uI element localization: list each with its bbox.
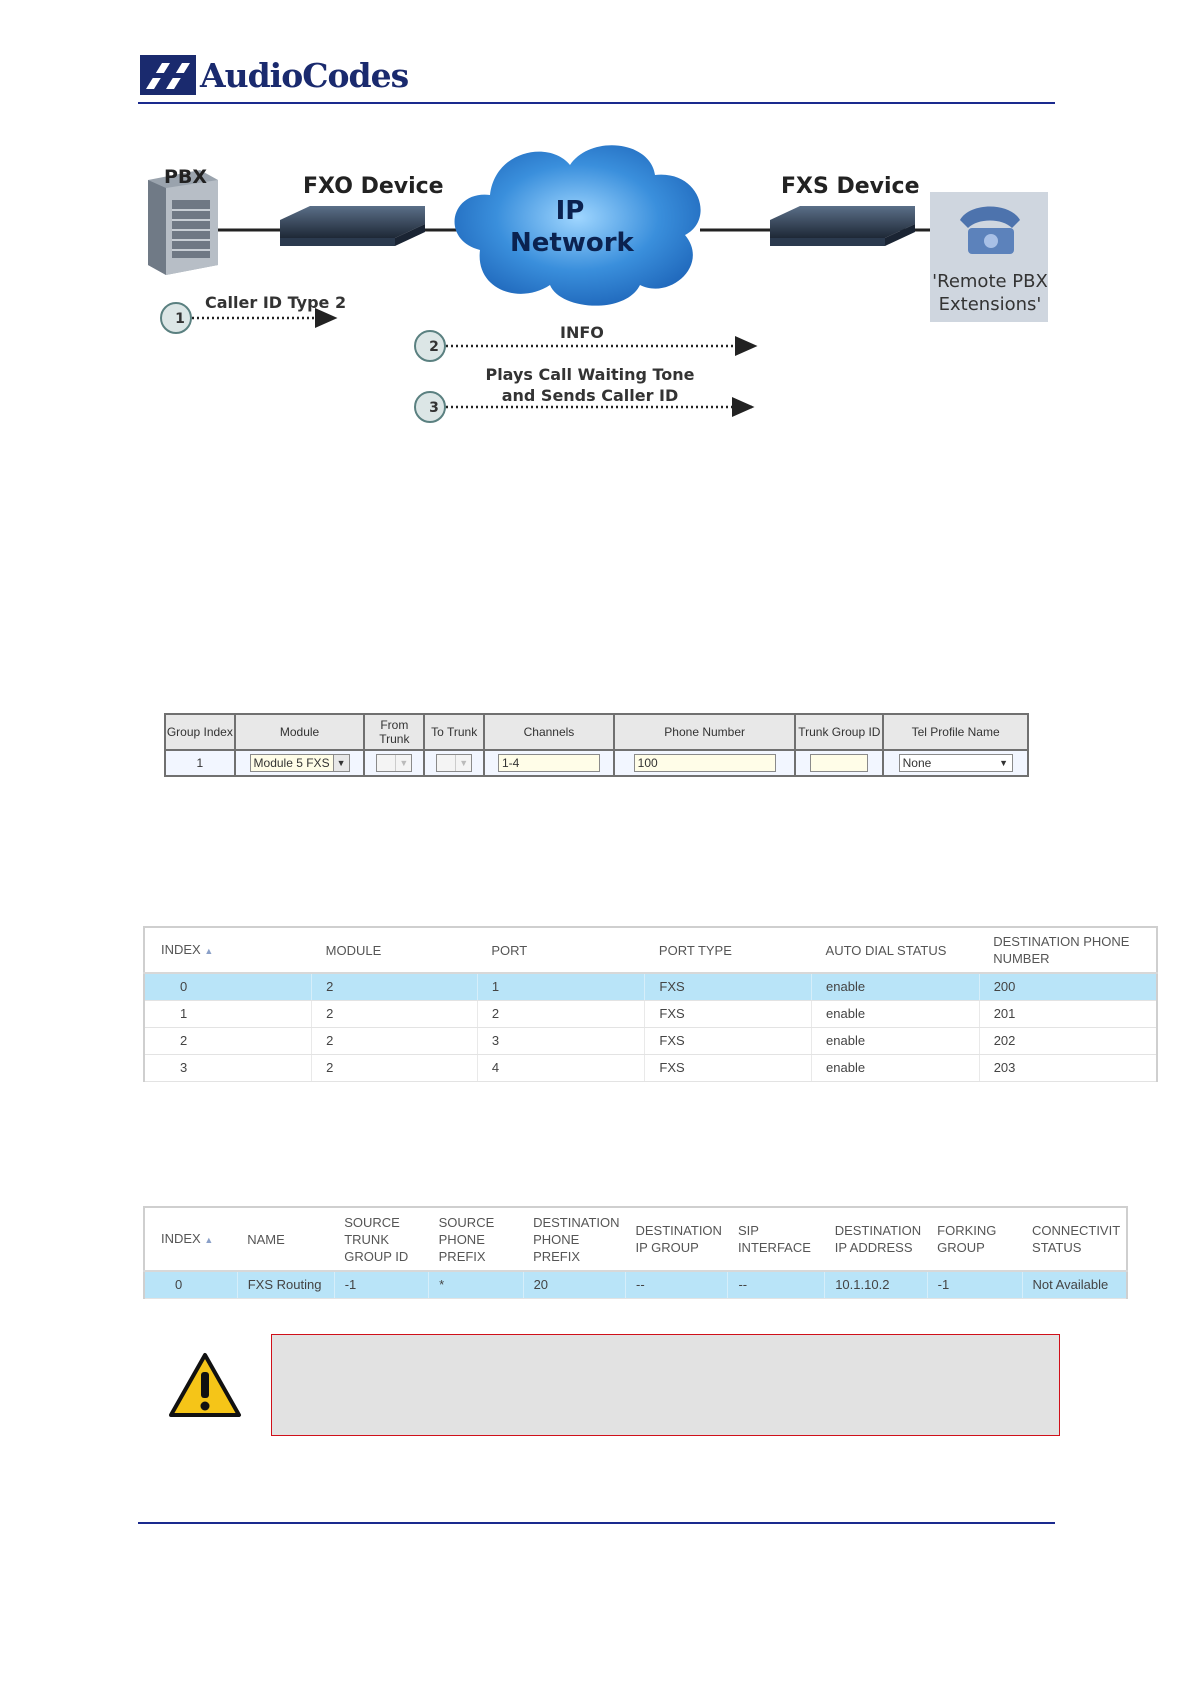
col-destination-ip-address[interactable]: DESTINATION IP ADDRESS (825, 1207, 927, 1271)
fxo-device-icon (280, 206, 425, 246)
cell-source-phone-prefix: * (429, 1271, 523, 1298)
header-rule (138, 102, 1055, 104)
cell-destination-ip-address: 10.1.10.2 (825, 1271, 927, 1298)
remote-label-line2: Extensions' (938, 294, 1042, 315)
cell-index: 0 (144, 973, 312, 1000)
col-destination-phone-prefix[interactable]: DESTINATION PHONE PREFIX (523, 1207, 625, 1271)
warning-note-box (271, 1334, 1060, 1436)
col-index-label: INDEX (161, 1230, 201, 1246)
col-phone-number: Phone Number (614, 714, 796, 750)
col-source-trunk-group-id[interactable]: SOURCE TRUNK GROUP ID (334, 1207, 428, 1271)
col-sip-interface[interactable]: SIP INTERFACE (728, 1207, 825, 1271)
col-index-label: INDEX (161, 941, 201, 957)
col-source-phone-prefix[interactable]: SOURCE PHONE PREFIX (429, 1207, 523, 1271)
col-trunk-group-id: Trunk Group ID (795, 714, 883, 750)
cell-auto-dial-status: enable (812, 973, 980, 1000)
footer-rule (138, 1522, 1055, 1524)
routing-header-row (144, 1207, 1127, 1271)
col-destination-phone-number[interactable]: DESTINATION PHONE NUMBER (979, 927, 1157, 973)
col-connectivity-status[interactable]: CONNECTIVIT STATUS (1022, 1207, 1127, 1271)
module-cell (235, 750, 365, 776)
cell-port: 3 (477, 1027, 645, 1054)
cell-port-type: FXS (645, 973, 812, 1000)
cell-destination-phone-prefix: 20 (523, 1271, 625, 1298)
col-name[interactable]: NAME (237, 1207, 334, 1271)
phone-number-cell (614, 750, 796, 776)
col-destination-ip-group[interactable]: DESTINATION IP GROUP (626, 1207, 728, 1271)
col-port-type[interactable]: PORT TYPE (645, 927, 812, 973)
tel-profile-value: None (902, 756, 932, 770)
cell-destination-number: 201 (979, 1000, 1157, 1027)
cell-port-type: FXS (645, 1027, 812, 1054)
from-trunk-select[interactable] (376, 754, 412, 772)
remote-extensions-label (930, 270, 1050, 316)
channels-cell (484, 750, 614, 776)
step-1-number: 1 (175, 311, 185, 327)
trunk-table-row (165, 750, 1028, 776)
cell-auto-dial-status: enable (812, 1000, 980, 1027)
cell-sip-interface: -- (728, 1271, 825, 1298)
step-3-text-line1: Plays Call Waiting Tone (485, 365, 695, 384)
from-trunk-cell (364, 750, 424, 776)
step-3-number: 3 (429, 400, 439, 416)
cell-name: FXS Routing (237, 1271, 334, 1298)
cell-source-trunk-group-id: -1 (334, 1271, 428, 1298)
cell-auto-dial-status: enable (812, 1054, 980, 1081)
fxs-device-label: FXS Device (781, 174, 920, 199)
pbx-label: PBX (164, 166, 208, 188)
cell-destination-number: 203 (979, 1054, 1157, 1081)
network-diagram (140, 140, 1060, 440)
cell-port-type: FXS (645, 1000, 812, 1027)
table-row[interactable] (144, 1054, 1157, 1081)
col-forking-group[interactable]: FORKING GROUP (927, 1207, 1022, 1271)
step-2-text: INFO (560, 323, 604, 342)
step-2-number: 2 (429, 339, 439, 355)
group-index-value: 1 (165, 750, 235, 776)
col-auto-dial-status[interactable]: AUTO DIAL STATUS (812, 927, 980, 973)
fxo-device-label: FXO Device (303, 174, 444, 199)
col-module[interactable]: MODULE (312, 927, 478, 973)
table-row[interactable] (144, 1271, 1127, 1298)
trunk-group-id-cell (795, 750, 883, 776)
col-index[interactable] (144, 927, 312, 973)
to-trunk-cell (424, 750, 484, 776)
auto-dial-table (143, 926, 1158, 1082)
module-select[interactable] (250, 754, 350, 772)
cell-port: 4 (477, 1054, 645, 1081)
cell-module: 2 (312, 1054, 478, 1081)
trunk-group-id-input[interactable] (810, 754, 868, 772)
cell-index: 2 (144, 1027, 312, 1054)
col-channels: Channels (484, 714, 614, 750)
table-row[interactable] (144, 1027, 1157, 1054)
chevron-down-icon: ▼ (333, 755, 349, 771)
cell-destination-number: 202 (979, 1027, 1157, 1054)
col-to-trunk: To Trunk (424, 714, 484, 750)
table-row[interactable] (144, 973, 1157, 1000)
chevron-down-icon: ▼ (996, 755, 1012, 771)
tel-profile-select[interactable] (899, 754, 1013, 772)
phone-number-input[interactable]: 100 (634, 754, 776, 772)
col-group-index: Group Index (165, 714, 235, 750)
col-module: Module (235, 714, 365, 750)
audiocodes-logo (140, 52, 408, 98)
chevron-down-icon: ▼ (455, 755, 471, 771)
step-1-text: Caller ID Type 2 (205, 293, 347, 312)
channels-input[interactable]: 1-4 (498, 754, 600, 772)
step-3-text-line2: and Sends Caller ID (501, 386, 679, 405)
cell-connectivity-status: Not Available (1022, 1271, 1127, 1298)
tel-profile-cell (883, 750, 1028, 776)
audiocodes-logo-icon (140, 55, 196, 95)
chevron-down-icon: ▼ (395, 755, 411, 771)
fxs-device-icon (770, 206, 915, 246)
cell-index: 0 (144, 1271, 237, 1298)
cell-index: 1 (144, 1000, 312, 1027)
cell-auto-dial-status: enable (812, 1027, 980, 1054)
cell-module: 2 (312, 1027, 478, 1054)
cell-module: 2 (312, 1000, 478, 1027)
cloud-label-ip: IP (555, 196, 585, 226)
module-select-value: Module 5 FXS (253, 756, 330, 770)
brand-name: AudioCodes (200, 55, 409, 95)
cell-port: 1 (477, 973, 645, 1000)
cell-forking-group: -1 (927, 1271, 1022, 1298)
table-row[interactable] (144, 1000, 1157, 1027)
sort-asc-icon: ▲ (204, 945, 214, 956)
cell-module: 2 (312, 973, 478, 1000)
routing-table (143, 1206, 1128, 1299)
col-tel-profile-name: Tel Profile Name (883, 714, 1028, 750)
col-index[interactable] (144, 1207, 237, 1271)
warning-icon (168, 1352, 242, 1418)
to-trunk-select[interactable] (436, 754, 472, 772)
cell-destination-number: 200 (979, 973, 1157, 1000)
trunk-group-table (164, 713, 1029, 777)
trunk-table-header-row (165, 714, 1028, 750)
remote-label-line1: 'Remote PBX (932, 271, 1048, 292)
col-port[interactable]: PORT (477, 927, 645, 973)
cell-index: 3 (144, 1054, 312, 1081)
cloud-label-network: Network (510, 228, 634, 258)
sort-asc-icon: ▲ (204, 1234, 214, 1245)
auto-dial-header-row (144, 927, 1157, 973)
cell-port: 2 (477, 1000, 645, 1027)
col-from-trunk: From Trunk (364, 714, 424, 750)
cell-port-type: FXS (645, 1054, 812, 1081)
cell-destination-ip-group: -- (626, 1271, 728, 1298)
